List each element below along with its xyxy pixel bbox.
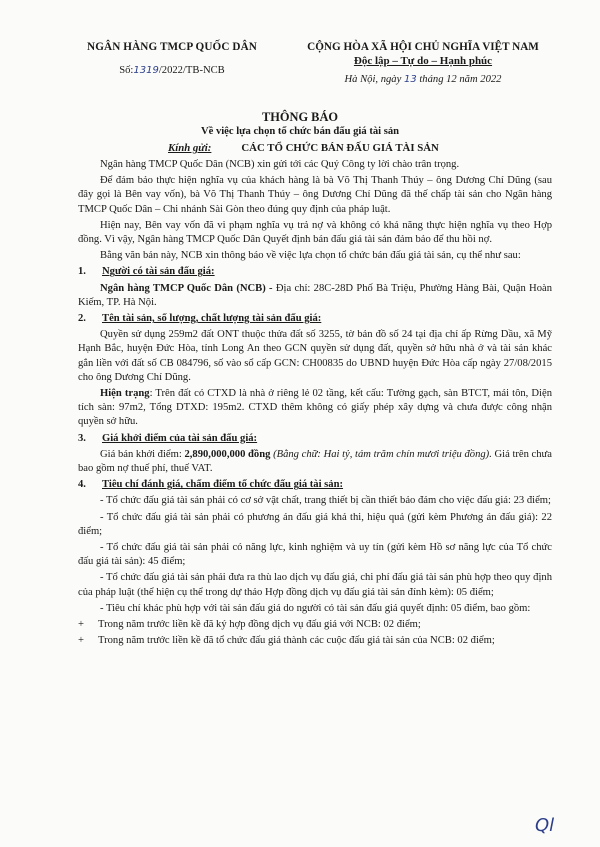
document-date	[288, 74, 558, 85]
plus-item-text: Trong năm trước liền kề đã ký hợp đồng dịch vụ đấu giá với NCB: 02 điểm;	[98, 619, 421, 631]
date-prefix: Hà Nội, ngày	[344, 74, 402, 85]
price-words: (Bằng chữ: Hai tỷ, tám trăm chín mươi triệu đồng).	[270, 448, 492, 460]
section-4-heading	[78, 478, 552, 492]
criteria-item: - Tổ chức đấu giá tài sản phải có cơ sở vật chất, trang thiết bị cần thiết bảo đảm cho việc đấu giá: 23 điểm;	[100, 495, 551, 507]
document-title: THÔNG BÁO	[261, 110, 339, 124]
section-4-number: 4.	[78, 479, 86, 491]
intro-paragraph-4: Bằng văn bản này, NCB xin thông báo về việc lựa chọn tổ chức bán đấu giá tài sản, cụ thể như sau:	[100, 250, 521, 262]
plus-item	[78, 634, 552, 648]
price-amount: 2,890,000,000 đồng	[184, 448, 271, 460]
criteria-item: - Tổ chức đấu giá tài sản phải có năng lực, kinh nghiệm và uy tín (gửi kèm Hồ sơ năng lực của Tổ chức đấu giá tài sản): 45 điểm;	[78, 542, 552, 568]
criteria-item: - Tổ chức đấu giá tài sản phải có phương án đấu giá khả thi, hiệu quả (gửi kèm Phương án đấu giá): 22 điểm;	[78, 511, 552, 537]
section-4-title: Tiêu chí đánh giá, chấm điểm tổ chức đấu giá tài sản:	[102, 479, 344, 491]
plus-item-text: Trong năm trước liền kề đã tổ chức đấu giá thành các cuộc đấu giá tài sản của NCB: 02 điểm;	[98, 635, 495, 647]
section-2-title: Tên tài sản, số lượng, chất lượng tài sản đấu giá:	[102, 313, 322, 325]
handwritten-initial: Ql	[535, 815, 555, 836]
criteria-item: - Tiêu chí khác phù hợp với tài sản đấu giá do người có tài sản đấu giá quyết định: 05 điểm, bao gồm:	[100, 602, 531, 614]
plus-item	[78, 618, 552, 632]
intro-paragraph-1: Ngân hàng TMCP Quốc Dân (NCB) xin gửi tới các Quý Công ty lời chào trân trọng.	[100, 159, 460, 170]
intro-paragraph-3: Hiện nay, Bên vay vốn đã vi phạm nghĩa vụ trả nợ và không có khả năng thực hiện nghĩa vụ theo Hợp đồng. Vì vậy, Ngân hàng TMCP Quốc Dân Quyết định bán đấu giá tài sản đảm bảo để thu hồi nợ.	[78, 219, 552, 246]
intro-paragraph-2: Để đảm bảo thực hiện nghĩa vụ của khách hàng là bà Võ Thị Thanh Thúy – ông Dương Chí Dũng (sau đây gọi là Bên vay vốn), bà Võ Thị Thanh Thúy – ông Dương Chí Dũng đã thế chấp tài sản cho Ngân hàng TMCP Quốc Dân – Chi nhánh Sài Gòn theo đúng quy định của pháp luật.	[78, 175, 552, 215]
recipient-label: Kính gửi:	[168, 142, 212, 154]
document-number	[62, 65, 282, 76]
status-text: : Trên đất có CTXD là nhà ở riêng lẻ 02 tầng, kết cấu: Tường gạch, sàn BTCT, mái tôn, Diện tích sàn: 97m2, Tổng DTXD: 195m2. CTXD thêm không có giấy phép xây dựng và chưa được công nhận quyền sở hữu.	[78, 388, 552, 428]
section-3-number: 3.	[78, 432, 86, 444]
owner-address: Địa chỉ: 28C-28D Phố Bà Triệu, Phường Hàng Bài, Quận Hoàn Kiếm, TP. Hà Nội.	[78, 282, 552, 308]
bank-name: NGÂN HÀNG TMCP QUỐC DÂN	[87, 41, 257, 53]
section-2-paragraph-1: Quyền sử dụng 259m2 đất ONT thuộc thửa đất số 3255, tờ bản đồ số 24 tại địa chỉ ấp Rừng Dầu, xã Mỹ Hạnh Bắc, huyện Đức Hòa, tỉnh Long An theo GCN quyền sử dụng đất, quyền sở hữu nhà ở và tài sản khác gắn liền với đất số CB 084796, số vào sổ cấp GCN: CH00835 do UBND huyện Đức Hòa cấp ngày 27/08/2015 cho ông Dương Chí Dũng.	[78, 329, 552, 383]
doc-number-prefix: Số:	[119, 65, 134, 76]
section-1-content	[78, 282, 552, 310]
section-1-title: Người có tài sản đấu giá:	[102, 266, 215, 278]
document-body	[78, 158, 552, 651]
criteria-item: - Tổ chức đấu giá tài sản phải đưa ra thù lao dịch vụ đấu giá, chi phí đấu giá tài sản phù hợp theo quy định của pháp luật (thể hiện cụ thể trong dự thảo Hợp đồng dịch vụ đấu giá tài sản đính kèm): 05 điểm;	[78, 572, 552, 598]
plus-mark: +	[78, 635, 84, 647]
price-prefix: Giá bán khởi điểm:	[100, 448, 185, 460]
section-2-number: 2.	[78, 313, 86, 325]
owner-name: Ngân hàng TMCP Quốc Dân (NCB) -	[100, 282, 273, 294]
section-1-heading	[78, 265, 552, 279]
doc-number-suffix: /2022/TB-NCB	[158, 65, 225, 76]
section-1-number: 1.	[78, 266, 86, 278]
date-suffix: tháng 12 năm 2022	[419, 74, 502, 85]
plus-mark: +	[78, 619, 84, 631]
header-left	[62, 41, 282, 76]
section-3-heading	[78, 432, 552, 446]
section-2-paragraph-2	[78, 387, 552, 430]
recipient-value: CÁC TỔ CHỨC BÁN ĐẤU GIÁ TÀI SẢN	[241, 142, 439, 154]
section-3-title: Giá khởi điểm của tài sản đấu giá:	[102, 432, 258, 444]
status-label: Hiện trạng	[100, 388, 150, 400]
section-2-heading	[78, 312, 552, 326]
price-suffix: Giá trên chưa bao gồm nợ thuế phí, thuế VAT.	[78, 448, 553, 475]
section-3-content	[78, 448, 552, 476]
motto: Độc lập – Tự do – Hạnh phúc	[353, 55, 493, 67]
doc-number-handwritten: 1319	[133, 65, 159, 76]
header-right	[288, 41, 558, 85]
document-subtitle: Về việc lựa chọn tổ chức bán đấu giá tài sản	[200, 126, 400, 137]
nation-title: CỘNG HÒA XÃ HỘI CHỦ NGHĨA VIỆT NAM	[307, 41, 539, 53]
recipient-line	[168, 142, 439, 154]
date-day-handwritten: 13	[403, 74, 417, 85]
